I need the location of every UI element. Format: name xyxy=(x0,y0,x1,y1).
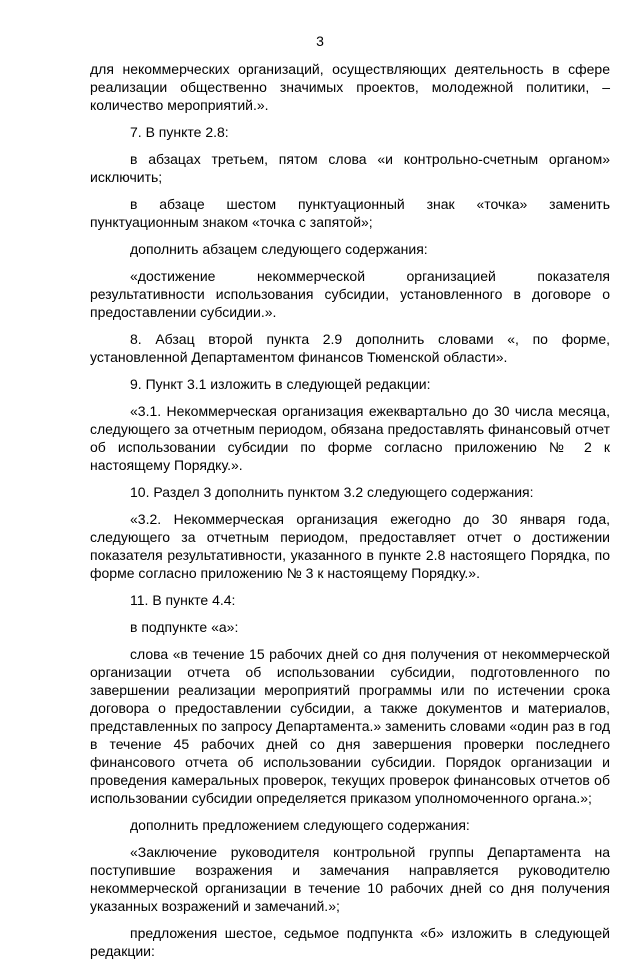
paragraph: дополнить предложением следующего содержания: xyxy=(130,817,470,833)
page-number: 3 xyxy=(316,33,324,49)
document-body xyxy=(90,60,610,969)
paragraph: дополнить абзацем следующего содержания: xyxy=(130,241,428,257)
paragraph: в абзацах третьем, пятом слова «и контрольно-счетным органом» исключить; xyxy=(90,151,610,185)
paragraph: предложения шестое, седьмое подпункта «б» изложить в следующей редакции: xyxy=(90,925,610,959)
paragraph-quote: «3.2. Некоммерческая организация ежегодно до 30 января года, следующего за отчетным периодом, предоставляет отчет о достижении показателя результативности, указанного в пункте 2.8 настоящего Порядка, по форме согласно приложению № 3 к настоящему Порядку.». xyxy=(90,511,610,581)
paragraph-quote: «3.1. Некоммерческая организация ежеквартально до 30 числа месяца, следующего за отчетным периодом, обязана предоставлять финансовый отчет об использовании субсидии по форме согласно приложению № 2 к настоящему Порядку.». xyxy=(90,403,610,473)
paragraph-quote: «Заключение руководителя контрольной группы Департамента на поступившие возражения и замечания направляется руководителю некоммерческой организации в течение 10 рабочих дней со дня получения указанных возражений и замечаний.»; xyxy=(90,844,610,914)
paragraph-item-8: 8. Абзац второй пункта 2.9 дополнить словами «, по форме, установленной Департаментом финансов Тюменской области». xyxy=(90,331,610,365)
paragraph-quote: «достижение некоммерческой организацией показателя результативности использования субсидии, установленного в договоре о предоставлении субсидии.». xyxy=(90,268,610,320)
paragraph-continuation: для некоммерческих организаций, осуществляющих деятельность в сфере реализации общественно значимых проектов, молодежной политики, – количество мероприятий.». xyxy=(90,61,610,113)
paragraph-item-9: 9. Пункт 3.1 изложить в следующей редакции: xyxy=(130,376,431,392)
paragraph-item-11: 11. В пункте 4.4: xyxy=(130,592,236,608)
paragraph-item-7: 7. В пункте 2.8: xyxy=(130,124,229,140)
paragraph-item-10: 10. Раздел 3 дополнить пунктом 3.2 следующего содержания: xyxy=(130,484,534,500)
paragraph: в подпункте «а»: xyxy=(130,619,239,635)
paragraph: слова «в течение 15 рабочих дней со дня получения от некоммерческой организации отчета об использовании субсидии, подготовленного по завершении реализации мероприятий программы или по истечении срока договора о предоставлении субсидии, а также документов и материалов, представленных по запросу Департамента.» заменить словами «один раз в год в течение 45 рабочих дней со дня завершения проверки последнего финансового отчета об использовании субсидии. Порядок организации и проведения камеральных проверок, текущих проверок финансовых отчетов об использовании субсидии определяется приказом уполномоченного органа.»; xyxy=(90,646,610,806)
paragraph: в абзаце шестом пунктуационный знак «точка» заменить пунктуационным знаком «точка с запятой»; xyxy=(90,196,610,230)
